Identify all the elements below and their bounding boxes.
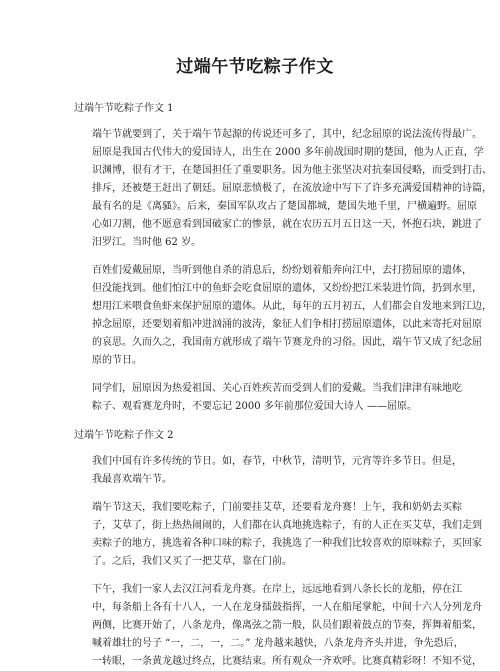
document-title: 过端午节吃粽子作文 (176, 57, 334, 77)
text-line: 百姓们爱戴屈原，当听到他自杀的消息后，纷纷划着船奔向江中，去打捞屈原的遗体， (92, 265, 472, 276)
text-line: 我最喜欢端午节。 (92, 474, 172, 485)
section-1 (72, 99, 492, 416)
paragraph (72, 499, 482, 571)
text-line: 识渊博，很有才干，在楚国担任了重要职务。因为他主张坚决对抗秦国侵略，而受到打击、 (92, 165, 492, 176)
text-line: 喊着雄壮的号子 “一，二，一，二。” 龙舟越来越快，八条龙舟齐头并进，争先恐后， (92, 638, 464, 649)
text-line: 的哀思。久而久之，我国南方就形成了端午节赛龙舟的习俗。因此，端午节又成了纪念屈 (92, 337, 482, 348)
text-line: 心如刀割，他不愿意看到国破家亡的惨景，就在农历五月五日这一天，怀抱石块，跳进了 (92, 219, 482, 230)
text-line: 下午，我们一家人去汉江河看龙舟赛。在岸上，远远地看到八条长长的龙船，停在江 (92, 584, 462, 595)
paragraph (72, 581, 482, 671)
text-line: 端午节这天，我们要吃粽子，门前要挂艾草，还要看龙舟赛！上午，我和奶奶去买粽 (92, 502, 462, 513)
paragraph (72, 126, 492, 252)
paragraph (72, 262, 492, 370)
text-line: 中，每条船上各有十八人，一人在龙身擂鼓指挥，一人在船尾掌舵，中间十六人分列龙舟 (92, 602, 482, 613)
section-heading: 过端午节吃粽子作文 2 (74, 430, 174, 441)
text-line: 端午节就要到了，关于端午节起源的传说还可多了，其中，纪念屈原的说法流传得最广。 (92, 129, 482, 140)
text-line: 原的节日。 (92, 355, 142, 366)
text-line: 排斥，还被楚王赶出了朝廷。屈原悲愤极了，在流放途中写下了许多充满爱国精神的诗篇， (92, 183, 492, 194)
text-line: 屈原是我国古代伟大的爱国诗人，出生在 2000 多年前战国时期的楚国，他为人正直，学 (92, 147, 484, 158)
section-2 (72, 426, 482, 671)
text-line: 但没能找到。他们怕江中的鱼虾会吃食屈原的遗体，又纷纷把江米装进竹筒，扔到水里， (92, 283, 482, 294)
text-line: 最有名的是《离骚》。后来，秦国军队攻占了楚国都城，楚国失地千里，尸横遍野。屈原 (92, 201, 477, 212)
text-line: 卖粽子的地方，挑选着各种口味的粽子，我挑选了一种我们比较喜欢的原味粽子，买回家 (92, 538, 482, 549)
text-line: 两侧，比赛开始了，八条龙舟，像离弦之箭一般，队员们跟着鼓点的节奏，挥舞着船桨， (92, 620, 482, 631)
paragraph (72, 453, 462, 489)
text-line: 子，艾草了，街上热热闹闹的，人们都在认真地挑选粽子，有的人正在买艾草，我们走到 (92, 520, 482, 531)
text-line: 掉念屈原，还要划着船冲进汹涌的波涛，象征人们争相打捞屈原遗体，以此来寄托对屈原 (92, 319, 482, 330)
text-line: 同学们，屈原因为热爱祖国、关心百姓疾苦而受到人们的爱戴。当我们津津有味地吃 (92, 383, 462, 394)
text-line: 了。之后，我们又买了一把艾草，靠在门前。 (92, 556, 292, 567)
text-line: 想用江米喂食鱼虾来保护屈原的遗体。从此，每年的五月初五，人们都会自发地来到江边， (92, 301, 492, 312)
text-line: 粽子、观看赛龙舟时，不要忘记 2000 多年前那位爱国大诗人 ——屈原。 (92, 401, 417, 412)
text-line: 我们中国有许多传统的节日。如，春节，中秋节，清明节，元宵等许多节日。但是， (92, 456, 462, 467)
section-heading: 过端午节吃粽子作文 1 (74, 103, 174, 114)
text-line: 一转眼，一条黄龙越过终点，比赛结束。所有观众一齐欢呼。比赛真精彩呀！不知不觉， (92, 656, 482, 667)
text-line: 汨罗江。当时他 62 岁。 (92, 237, 202, 248)
paragraph (72, 380, 462, 416)
